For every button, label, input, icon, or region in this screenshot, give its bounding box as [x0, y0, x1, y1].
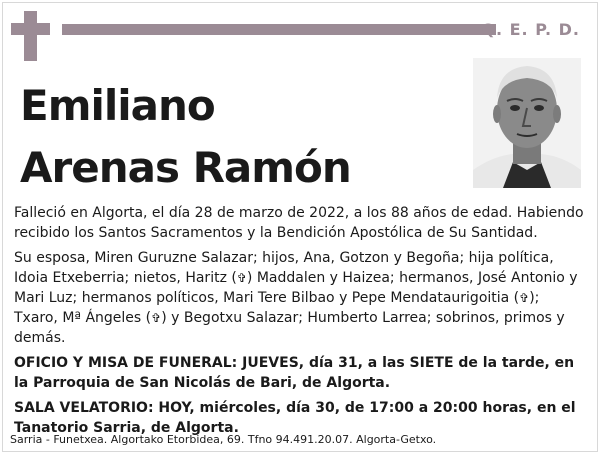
deceased-last-name: Arenas Ramón [20, 143, 351, 192]
death-notice-paragraph: Falleció en Algorta, el día 28 de marzo de 2022, a los 88 años de edad. Habiendo recibido los Santos Sacramentos y la Bendición Apostólica de Su Santidad. [14, 205, 584, 241]
funeral-paragraph: OFICIO Y MISA DE FUNERAL: JUEVES, día 31, a las SIETE de la tarde, en la Parroquia de San Nicolás de Bari, de Algorta. [14, 355, 575, 391]
funeral-home-footer: Sarria - Funetxea. Algortako Etorbidea, 69. Tfno 94.491.20.07. Algorta-Getxo. [10, 433, 437, 446]
family-text-4: ) y Begotxu Salazar; Humberto Larrea; sobrinos, primos y demás. [14, 310, 565, 346]
qepd-label: Q. E. P. D. [481, 20, 580, 39]
obituary-body [14, 203, 586, 443]
deceased-cross-icon: ✞ [151, 311, 162, 325]
deceased-first-name: Emiliano [20, 81, 215, 130]
deceased-cross-icon: ✞ [236, 271, 247, 285]
family-text-1: Su esposa, Miren Guruzne Salazar; hijos, Ana, Gotzon y Begoña; hija política, Idoia Etxeberria; nietos, Haritz ( [14, 250, 554, 286]
wake-paragraph: SALA VELATORIO: HOY, miércoles, día 30, de 17:00 a 20:00 horas, en el Tanatorio Sarria, de Algorta. [14, 400, 576, 436]
cross-icon-bar [11, 23, 50, 35]
family-text-3: ); Txaro, Mª Ángeles ( [14, 290, 540, 326]
portrait-image [473, 58, 581, 188]
header-rule [62, 24, 496, 35]
cross-icon [24, 11, 37, 61]
portrait-photo [473, 58, 581, 188]
family-text-2: ) Maddalen y Haizea; hermanos, José Antonio y Mari Luz; hermanos políticos, Mari Tere Bilbao y Pepe Mendataurigoitia ( [14, 270, 578, 306]
deceased-cross-icon: ✞ [519, 291, 530, 305]
family-paragraph [14, 248, 586, 348]
